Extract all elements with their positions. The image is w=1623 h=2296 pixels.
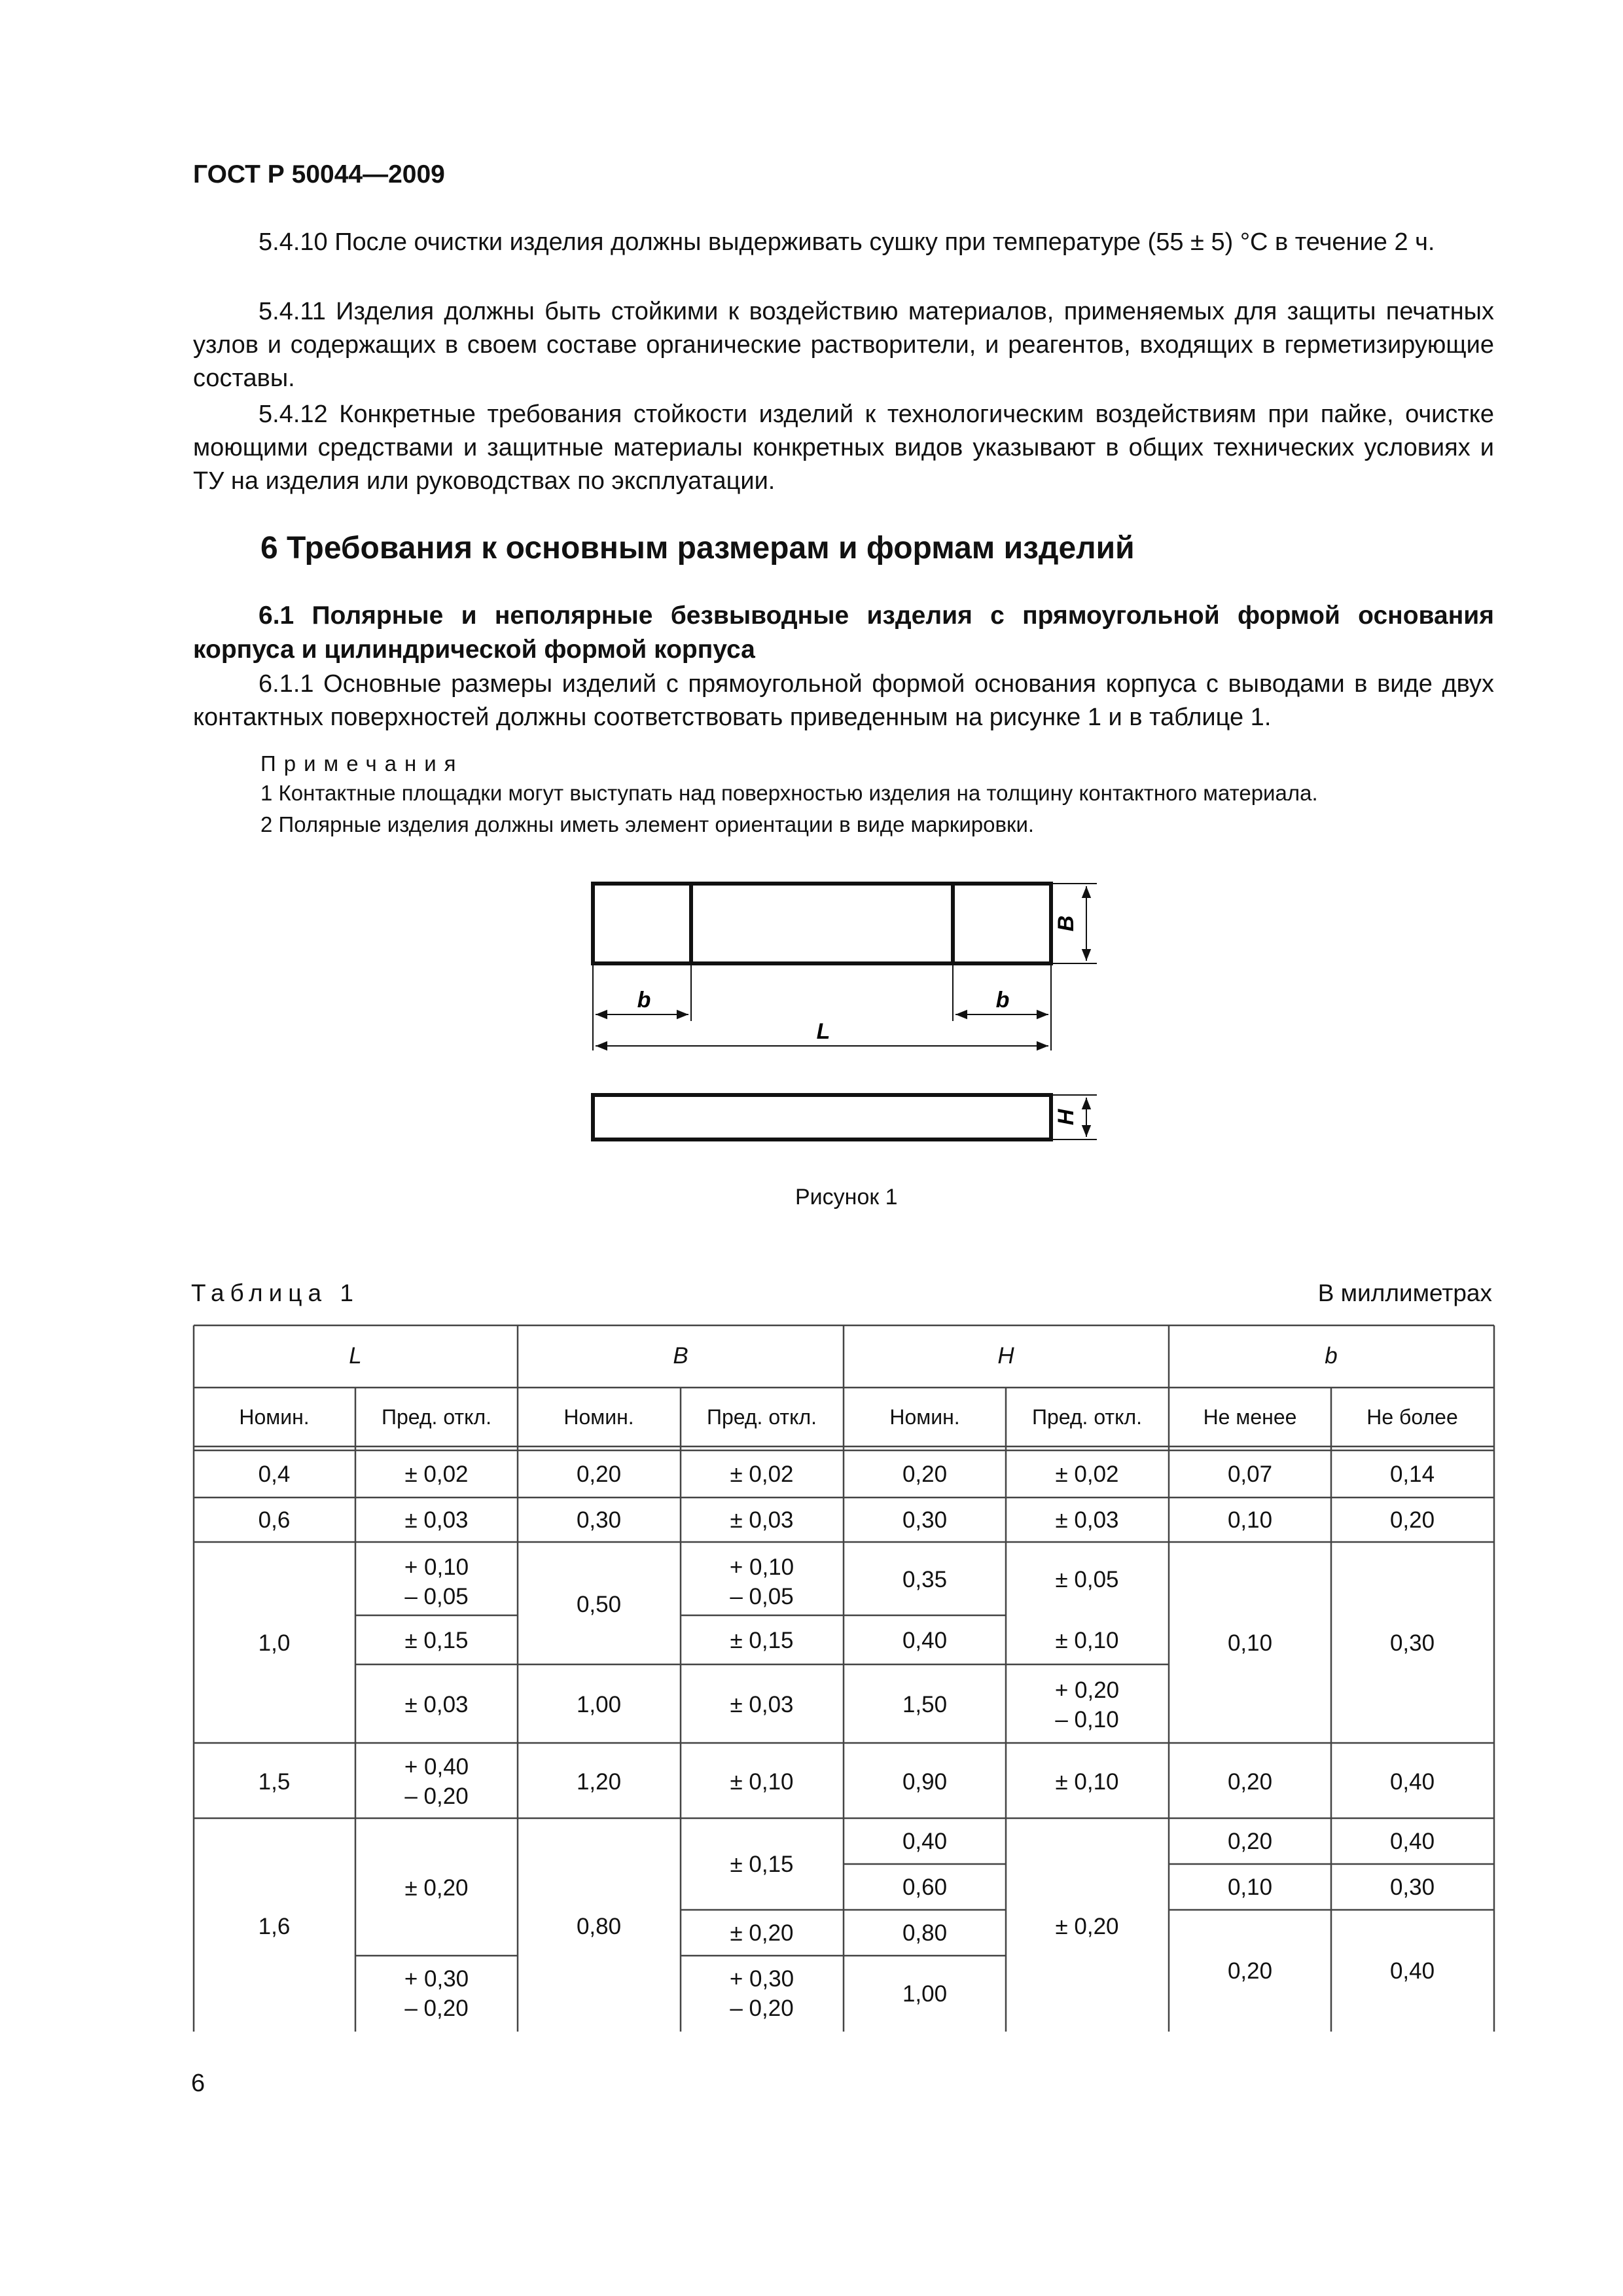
svg-text:0,07: 0,07 <box>1227 1462 1273 1487</box>
svg-text:0,10: 0,10 <box>1227 1630 1273 1656</box>
svg-text:– 0,20: – 0,20 <box>404 1784 469 1809</box>
svg-text:+ 0,40: + 0,40 <box>404 1754 469 1780</box>
svg-text:0,80: 0,80 <box>576 1914 622 1939</box>
table-row <box>259 1462 1435 1487</box>
dimension-label-b-left: b <box>637 988 651 1013</box>
svg-text:0,6: 0,6 <box>258 1507 291 1533</box>
svg-text:± 0,20: ± 0,20 <box>404 1875 469 1901</box>
svg-text:± 0,05: ± 0,05 <box>1055 1567 1119 1592</box>
svg-text:± 0,10: ± 0,10 <box>730 1769 794 1795</box>
clause-5-4-10: 5.4.10 После очистки изделия должны выдерживать сушку при температуре (55 ± 5) °С в течение 2 ч. <box>259 228 1435 256</box>
svg-text:0,40: 0,40 <box>1389 1829 1435 1854</box>
svg-text:– 0,05: – 0,05 <box>404 1584 469 1609</box>
table-subheader: Не более <box>1366 1405 1458 1429</box>
svg-text:1,5: 1,5 <box>258 1769 291 1795</box>
table-row-group <box>259 1829 1435 2021</box>
note-1: 1 Контактные площадки могут выступать над поверхностью изделия на толщину контактного материала. <box>260 781 1318 805</box>
svg-text:0,4: 0,4 <box>258 1462 291 1487</box>
clause-5-4-11: 5.4.11 Изделия должны быть стойкими к воздействию материалов, применяемых для защиты печатных узлов и содержащих в своем составе органические растворители, и реагентов, входящих в герметизирующие составы. <box>193 298 1494 392</box>
svg-text:+ 0,10: + 0,10 <box>404 1554 469 1580</box>
svg-text:– 0,10: – 0,10 <box>1055 1707 1119 1732</box>
svg-text:± 0,15: ± 0,15 <box>730 1852 794 1877</box>
svg-text:± 0,03: ± 0,03 <box>404 1507 469 1533</box>
svg-text:0,50: 0,50 <box>576 1592 622 1617</box>
svg-text:1,0: 1,0 <box>258 1630 291 1656</box>
svg-text:± 0,03: ± 0,03 <box>404 1692 469 1717</box>
table-subheader: Номин. <box>563 1405 634 1429</box>
table-row <box>259 1754 1435 1809</box>
svg-text:0,40: 0,40 <box>1389 1958 1435 1984</box>
clause-5-4-12: 5.4.12 Конкретные требования стойкости изделий к технологическим воздействиям при пайке, очистке моющими средствами и защитные материалы конкретных видов указывают в общих технических условиях и ТУ на изделия или руководствах по эксплуатации. <box>193 401 1494 495</box>
svg-text:0,90: 0,90 <box>902 1769 948 1795</box>
svg-text:0,20: 0,20 <box>1227 1958 1273 1984</box>
svg-text:0,40: 0,40 <box>902 1628 948 1653</box>
svg-text:0,80: 0,80 <box>902 1920 948 1946</box>
table-subheader: Пред. откл. <box>706 1405 817 1429</box>
svg-text:± 0,02: ± 0,02 <box>730 1462 794 1487</box>
svg-text:1,00: 1,00 <box>576 1692 622 1717</box>
table-header-L: L <box>349 1343 362 1369</box>
table-subheader: Пред. откл. <box>381 1405 492 1429</box>
svg-text:0,20: 0,20 <box>902 1462 948 1487</box>
table-row-group <box>259 1554 1435 1732</box>
svg-text:1,6: 1,6 <box>258 1914 291 1939</box>
svg-text:± 0,20: ± 0,20 <box>1055 1914 1119 1939</box>
svg-text:0,30: 0,30 <box>902 1507 948 1533</box>
svg-text:0,40: 0,40 <box>902 1829 948 1854</box>
svg-text:± 0,10: ± 0,10 <box>1055 1628 1119 1653</box>
svg-text:0,20: 0,20 <box>1389 1507 1435 1533</box>
notes-title: Примечания <box>260 751 464 776</box>
document-code: ГОСТ Р 50044—2009 <box>193 160 445 188</box>
svg-text:– 0,20: – 0,20 <box>404 1996 469 2021</box>
dimension-label-H: H <box>1054 1109 1079 1126</box>
table-header-B: B <box>673 1343 688 1369</box>
svg-text:± 0,02: ± 0,02 <box>404 1462 469 1487</box>
svg-text:– 0,05: – 0,05 <box>730 1584 794 1609</box>
svg-text:+ 0,10: + 0,10 <box>729 1554 794 1580</box>
svg-text:± 0,03: ± 0,03 <box>730 1507 794 1533</box>
svg-text:– 0,20: – 0,20 <box>730 1996 794 2021</box>
svg-text:0,40: 0,40 <box>1389 1769 1435 1795</box>
table-grid <box>194 1325 1494 2032</box>
svg-text:0,30: 0,30 <box>1389 1874 1435 1900</box>
table-subheader: Пред. откл. <box>1031 1405 1143 1429</box>
subsection-6-1-heading: 6.1 Полярные и неполярные безвыводные изделия с прямоугольной формой основания корпуса и цилиндрической формой корпуса <box>193 601 1494 664</box>
svg-text:± 0,15: ± 0,15 <box>404 1628 469 1653</box>
svg-text:0,60: 0,60 <box>902 1874 948 1900</box>
svg-text:+ 0,20: + 0,20 <box>1054 1677 1120 1703</box>
svg-text:0,10: 0,10 <box>1227 1874 1273 1900</box>
svg-text:± 0,20: ± 0,20 <box>730 1920 794 1946</box>
svg-text:± 0,15: ± 0,15 <box>730 1628 794 1653</box>
table-units: В миллиметрах <box>1317 1280 1492 1306</box>
table-row <box>259 1507 1435 1533</box>
svg-text:0,35: 0,35 <box>902 1567 948 1592</box>
svg-text:0,20: 0,20 <box>576 1462 622 1487</box>
svg-text:1,00: 1,00 <box>902 1981 948 2007</box>
svg-text:+ 0,30: + 0,30 <box>729 1966 794 1992</box>
section-6-heading: 6 Требования к основным размерам и формам изделий <box>260 531 1135 565</box>
dimension-label-b-right: b <box>995 988 1010 1013</box>
svg-text:± 0,10: ± 0,10 <box>1055 1769 1119 1795</box>
svg-text:1,50: 1,50 <box>902 1692 948 1717</box>
svg-text:0,14: 0,14 <box>1389 1462 1435 1487</box>
note-2: 2 Полярные изделия должны иметь элемент ориентации в виде маркировки. <box>260 812 1035 836</box>
table-title: Таблица 1 <box>191 1280 359 1306</box>
svg-text:0,10: 0,10 <box>1227 1507 1273 1533</box>
table-subheader: Номин. <box>889 1405 960 1429</box>
svg-text:0,30: 0,30 <box>576 1507 622 1533</box>
svg-text:+ 0,30: + 0,30 <box>404 1966 469 1992</box>
svg-text:± 0,03: ± 0,03 <box>1055 1507 1119 1533</box>
svg-text:0,20: 0,20 <box>1227 1769 1273 1795</box>
svg-text:± 0,03: ± 0,03 <box>730 1692 794 1717</box>
dimension-label-L: L <box>816 1019 830 1044</box>
table-header-b: b <box>1325 1343 1338 1369</box>
clause-6-1-1: 6.1.1 Основные размеры изделий с прямоугольной формой основания корпуса с выводами в виде двух контактных поверхностей должны соответствовать приведенным на рисунке 1 и в таблице 1. <box>193 670 1494 731</box>
table-subheader: Номин. <box>239 1405 310 1429</box>
figure-caption: Рисунок 1 <box>795 1185 898 1210</box>
svg-text:0,30: 0,30 <box>1389 1630 1435 1656</box>
table-header-H: H <box>997 1343 1014 1369</box>
table-text <box>239 1343 1457 2021</box>
svg-text:± 0,02: ± 0,02 <box>1055 1462 1119 1487</box>
table-subheader: Не менее <box>1203 1405 1297 1429</box>
svg-text:1,20: 1,20 <box>576 1769 622 1795</box>
dimension-label-B: B <box>1054 915 1079 932</box>
svg-text:0,20: 0,20 <box>1227 1829 1273 1854</box>
page-number: 6 <box>191 2070 205 2097</box>
